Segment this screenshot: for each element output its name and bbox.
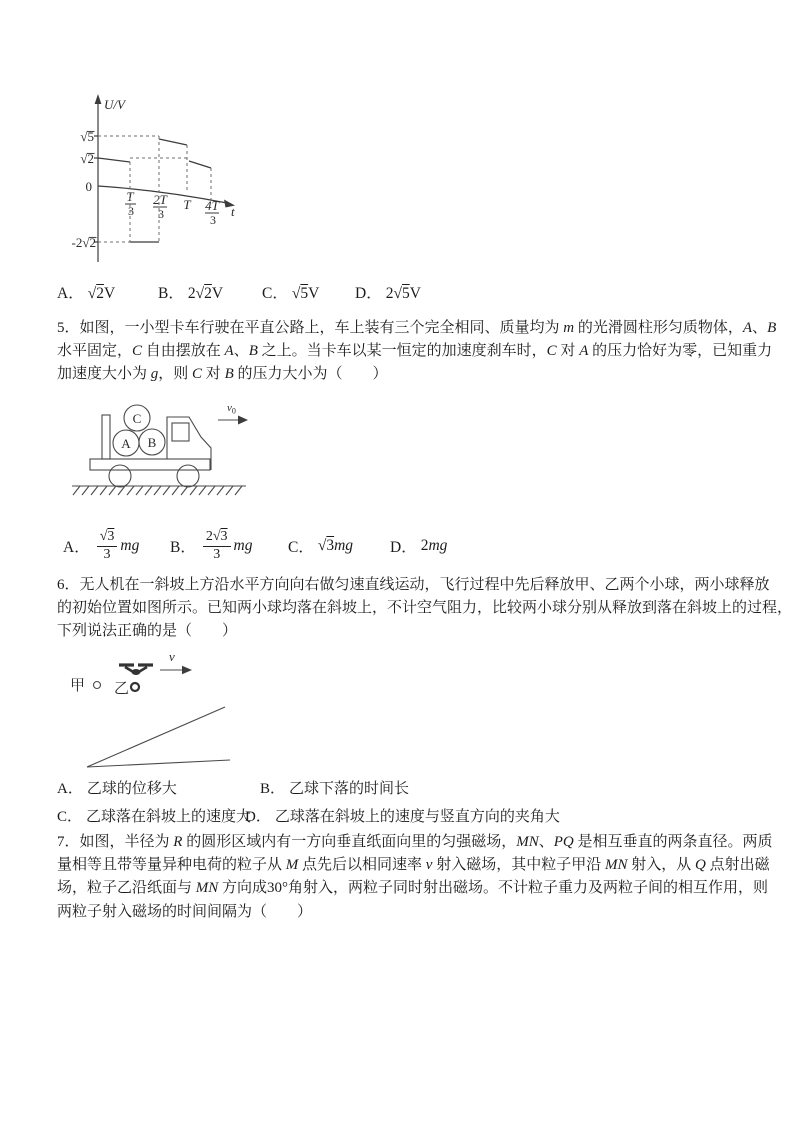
option-text: 乙球落在斜坡上的速度与竖直方向的夹角大 <box>274 809 560 825</box>
xtick-4T3 <box>205 198 220 227</box>
option-pre: 2 <box>385 285 394 302</box>
option-label: A． <box>63 539 90 556</box>
velocity-arrow <box>218 402 248 425</box>
xtick-T: T <box>183 197 191 212</box>
q6-option-d <box>245 805 560 826</box>
x-axis-label: t <box>231 204 235 219</box>
q6-line-1: 6．无人机在一斜坡上方沿水平方向向右做匀速直线运动，飞行过程中先后释放甲、乙两个小球，两小球释放 <box>57 577 770 593</box>
option-text: 乙球的位移大 <box>86 781 177 797</box>
slope <box>87 707 230 767</box>
q7-line-4: 两粒子射入磁场的时间间隔为（ ） <box>57 903 313 920</box>
ytick-neg2sqrt2: -2√2 <box>71 235 96 250</box>
q7-line-2: 量相等且带等量异种电荷的粒子从 M 点先后以相同速率 v 射入磁场，其中粒子甲沿 MN 射入，从 Q 点射出磁 <box>57 857 770 874</box>
option-mg: mg <box>233 537 253 554</box>
option-label: D． <box>390 539 417 556</box>
svg-text:4T: 4T <box>205 198 219 213</box>
y-tick-labels <box>72 129 97 250</box>
q7-question-text <box>57 831 773 924</box>
y-axis-label: U/V <box>104 97 125 112</box>
option-label: C． <box>57 809 83 825</box>
v0-label: v <box>227 402 232 414</box>
radical: √ 3 <box>100 529 115 544</box>
option-label: C． <box>288 539 314 556</box>
waveform-dashed-guides <box>98 136 211 242</box>
q6-line-2: 的初始位置如图所示。已知两小球均落在斜坡上，不计空气阻力，比较两小球分别从释放到落在斜坡上的过程， <box>57 600 793 617</box>
option-unit: V <box>103 285 116 302</box>
svg-text:3: 3 <box>128 204 134 218</box>
q4-option-c <box>262 281 319 303</box>
ball-yi <box>131 683 139 691</box>
option-label: A． <box>57 781 83 797</box>
option-label: C． <box>262 285 288 302</box>
q6-option-b <box>260 777 409 798</box>
ytick-zero: 0 <box>85 179 92 194</box>
option-mg: mg <box>428 537 448 554</box>
radical: √ 5 <box>393 285 409 302</box>
cylinder-b-label: B <box>147 435 157 450</box>
q4-option-d <box>355 281 421 303</box>
option-label: B． <box>260 781 286 797</box>
q6-question-text <box>57 574 793 644</box>
q5-option-b <box>170 521 252 571</box>
q5-truck-figure <box>68 396 268 510</box>
radical: √ 2 <box>88 285 104 302</box>
xtick-2T3 <box>153 192 168 221</box>
option-text: 乙球下落的时间长 <box>289 781 410 797</box>
svg-text:3: 3 <box>210 213 216 227</box>
cylinders <box>113 405 165 456</box>
q5-question-text <box>57 317 777 387</box>
fraction: $\frac{2 √ 3}{3}$ <box>203 529 231 562</box>
ball-jia-label: 甲 <box>70 678 86 694</box>
q5-line-1: 5．如图，一小型卡车行驶在平直公路上，车上装有三个完全相同、质量均为 m 的光滑圆柱形匀质物体，A、B <box>57 320 777 336</box>
option-pre: 2 <box>187 285 196 302</box>
fraction: √ $\frac{3}{3}$ <box>97 529 118 562</box>
truck-body <box>90 415 211 487</box>
option-pre: 2 <box>420 537 429 554</box>
option-label: A． <box>57 285 84 302</box>
option-mg: mg <box>334 537 354 554</box>
option-label: D． <box>245 809 271 825</box>
v0-subscript: 0 <box>231 406 236 416</box>
option-mg: mg <box>120 537 140 554</box>
x-tick-labels <box>125 189 220 227</box>
v-label: v <box>169 649 175 664</box>
q7-line-3: 场，粒子乙沿纸面与 MN 方向成30°角射入，两粒子同时射出磁场。不计粒子重力及两粒子间的相互作用，则 <box>57 880 769 897</box>
option-label: B． <box>158 285 184 302</box>
q5-line-2: 水平固定，C 自由摆放在 A、B 之上。当卡车以某一恒定的加速度刹车时，C 对 A 的压力恰好为零，已知重力 <box>57 343 773 360</box>
q4-option-b <box>158 281 223 303</box>
ball-yi-label: 乙 <box>114 681 130 697</box>
svg-text:3: 3 <box>158 207 164 221</box>
q6-option-a <box>57 777 177 798</box>
ground <box>72 486 246 495</box>
ytick-sqrt2: √2 <box>80 151 94 166</box>
option-unit: V <box>308 285 320 302</box>
ground-hatching <box>73 486 242 495</box>
ytick-sqrt5: √5 <box>80 129 94 144</box>
option-unit: V <box>409 285 421 302</box>
drone-icon <box>119 665 153 675</box>
q6-drone-slope-figure <box>56 650 316 780</box>
q6-line-3: 下列说法正确的是（ ） <box>57 623 238 640</box>
radical: √ 3 <box>213 529 228 544</box>
svg-text:v0 <box>227 402 236 416</box>
q5-line-3: 加速度大小为 g，则 C 对 B 的压力大小为（ ） <box>57 366 388 383</box>
q5-option-c <box>288 521 353 571</box>
q7-line-1: 7．如图，半径为 R 的圆形区域内有一方向垂直纸面向里的匀强磁场，MN、PQ 是相互垂直的两条直径。两质 <box>57 834 773 850</box>
ball-jia <box>94 682 101 689</box>
cylinder-a-label: A <box>121 436 131 451</box>
q4-voltage-time-graph <box>70 92 246 270</box>
option-unit: V <box>211 285 224 302</box>
waveform-solid-segments <box>98 139 211 242</box>
drone-velocity-arrow <box>160 649 192 674</box>
radical: √ 5 <box>292 285 308 302</box>
q4-option-a <box>57 281 115 303</box>
q6-option-c <box>57 805 251 826</box>
svg-text:T: T <box>126 189 134 204</box>
svg-text:2T: 2T <box>153 192 167 207</box>
q5-option-d <box>390 521 447 571</box>
option-text: 乙球落在斜坡上的速度大 <box>86 809 252 825</box>
radical: √ 2 <box>196 285 212 302</box>
option-label: D． <box>355 285 382 302</box>
radical: √ 3 <box>318 537 334 555</box>
q5-option-a <box>63 521 139 571</box>
cylinder-c-label: C <box>132 411 142 426</box>
option-label: B． <box>170 539 196 556</box>
